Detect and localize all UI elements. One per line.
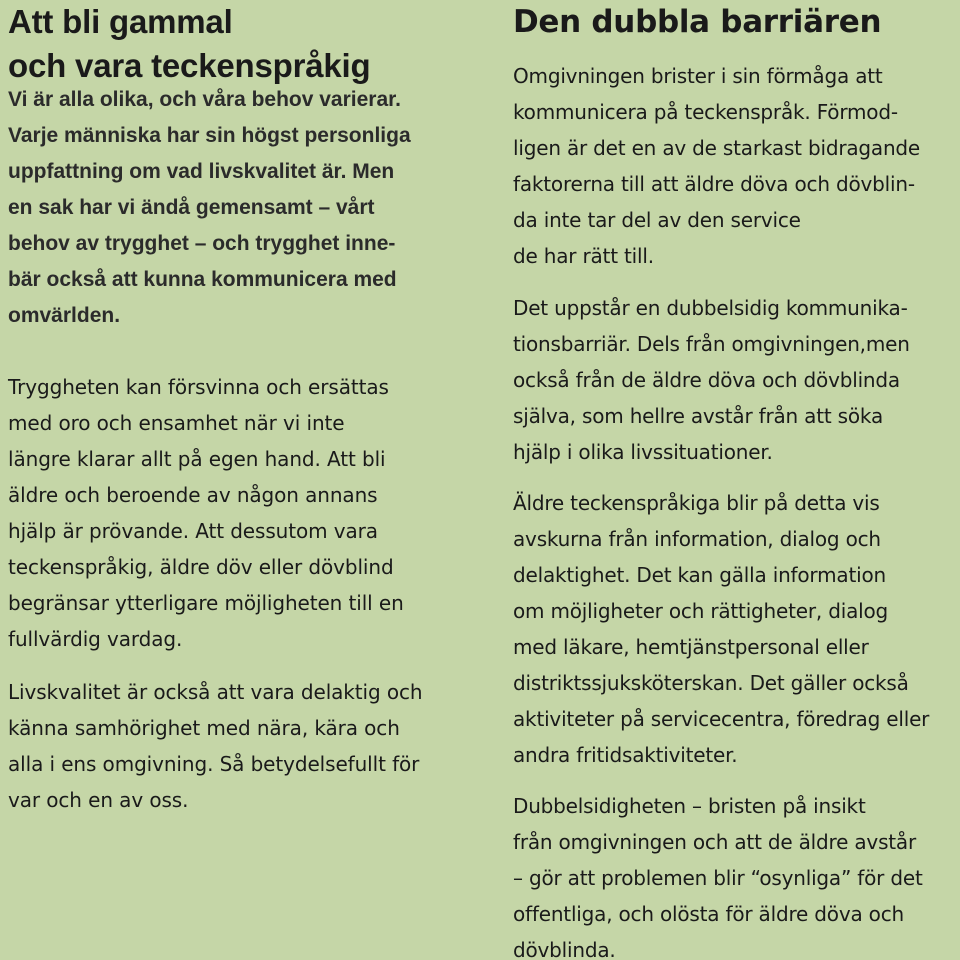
text-line: behov av trygghet – och trygghet inne- [8,232,396,255]
lead-paragraph [8,82,411,334]
text-line: andra fritidsaktiviteter. [513,743,738,767]
text-line: delaktighet. Det kan gälla information [513,563,886,587]
text-line: da inte tar del av den service [513,208,801,232]
text-line: känna samhörighet med nära, kära och [8,716,400,740]
text-line: med oro och ensamhet när vi inte [8,411,345,435]
text-line: Det uppstår en dubbelsidig kommunika- [513,296,908,320]
text-line: aktiviteter på servicecentra, föredrag eller [513,707,930,731]
text-line: om möjligheter och rättigheter, dialog [513,599,889,623]
text-line: hjälp i olika livssituationer. [513,440,773,464]
text-line: uppfattning om vad livskvalitet är. Men [8,160,395,183]
body-paragraph [513,788,923,960]
text-line: längre klarar allt på egen hand. Att bli [8,447,386,471]
text-line: ligen är det en av de starkast bidragande [513,136,921,160]
text-line: en sak har vi ändå gemensamt – vårt [8,196,375,219]
text-line: dövblinda. [513,938,616,960]
text-line: avskurna från information, dialog och [513,527,881,551]
text-line: kommunicera på teckenspråk. Förmod- [513,100,898,124]
text-line: var och en av oss. [8,788,189,812]
text-line: Vi är alla olika, och våra behov varierar. [8,88,402,111]
text-line: äldre och beroende av någon annans [8,483,378,507]
text-line: Tryggheten kan försvinna och ersättas [8,375,389,399]
text-line: Livskvalitet är också att vara delaktig och [8,680,423,704]
text-line: teckenspråkig, äldre döv eller dövblind [8,555,394,579]
text-line: alla i ens omgivning. Så betydelsefullt för [8,752,420,776]
text-line: Dubbelsidigheten – bristen på insikt [513,794,866,818]
text-line: – gör att problemen blir “osynliga” för det [513,866,923,890]
text-line: fullvärdig vardag. [8,627,183,651]
text-line: Varje människa har sin högst personliga [8,124,411,147]
text-line: omvärlden. [8,304,121,327]
body-paragraph [513,485,929,773]
title-line: Att bli gammal [8,3,233,40]
body-paragraph [8,674,422,818]
text-line: faktorerna till att äldre döva och dövblin- [513,172,915,196]
text-line: begränsar ytterligare möjligheten till en [8,591,404,615]
text-line: Omgivningen brister i sin förmåga att [513,64,883,88]
text-line: med läkare, hemtjänstpersonal eller [513,635,869,659]
text-line: också från de äldre döva och dövblinda [513,368,900,392]
left-title [8,0,370,88]
right-title: Den dubbla barriären [513,4,882,40]
body-paragraph [8,369,404,657]
body-paragraph [513,290,910,470]
text-line: bär också att kunna kommunicera med [8,268,397,291]
body-paragraph [513,58,920,274]
text-line: från omgivningen och att de äldre avstår [513,830,917,854]
text-line: själva, som hellre avstår från att söka [513,404,884,428]
text-line: distriktssjuksköterskan. Det gäller också [513,671,909,695]
title-line: och vara teckenspråkig [8,47,371,84]
text-line: Äldre teckenspråkiga blir på detta vis [513,491,880,515]
text-line: offentliga, och olösta för äldre döva och [513,902,904,926]
text-line: hjälp är prövande. Att dessutom vara [8,519,378,543]
text-line: de har rätt till. [513,244,654,268]
text-line: tionsbarriär. Dels från omgivningen,men [513,332,910,356]
